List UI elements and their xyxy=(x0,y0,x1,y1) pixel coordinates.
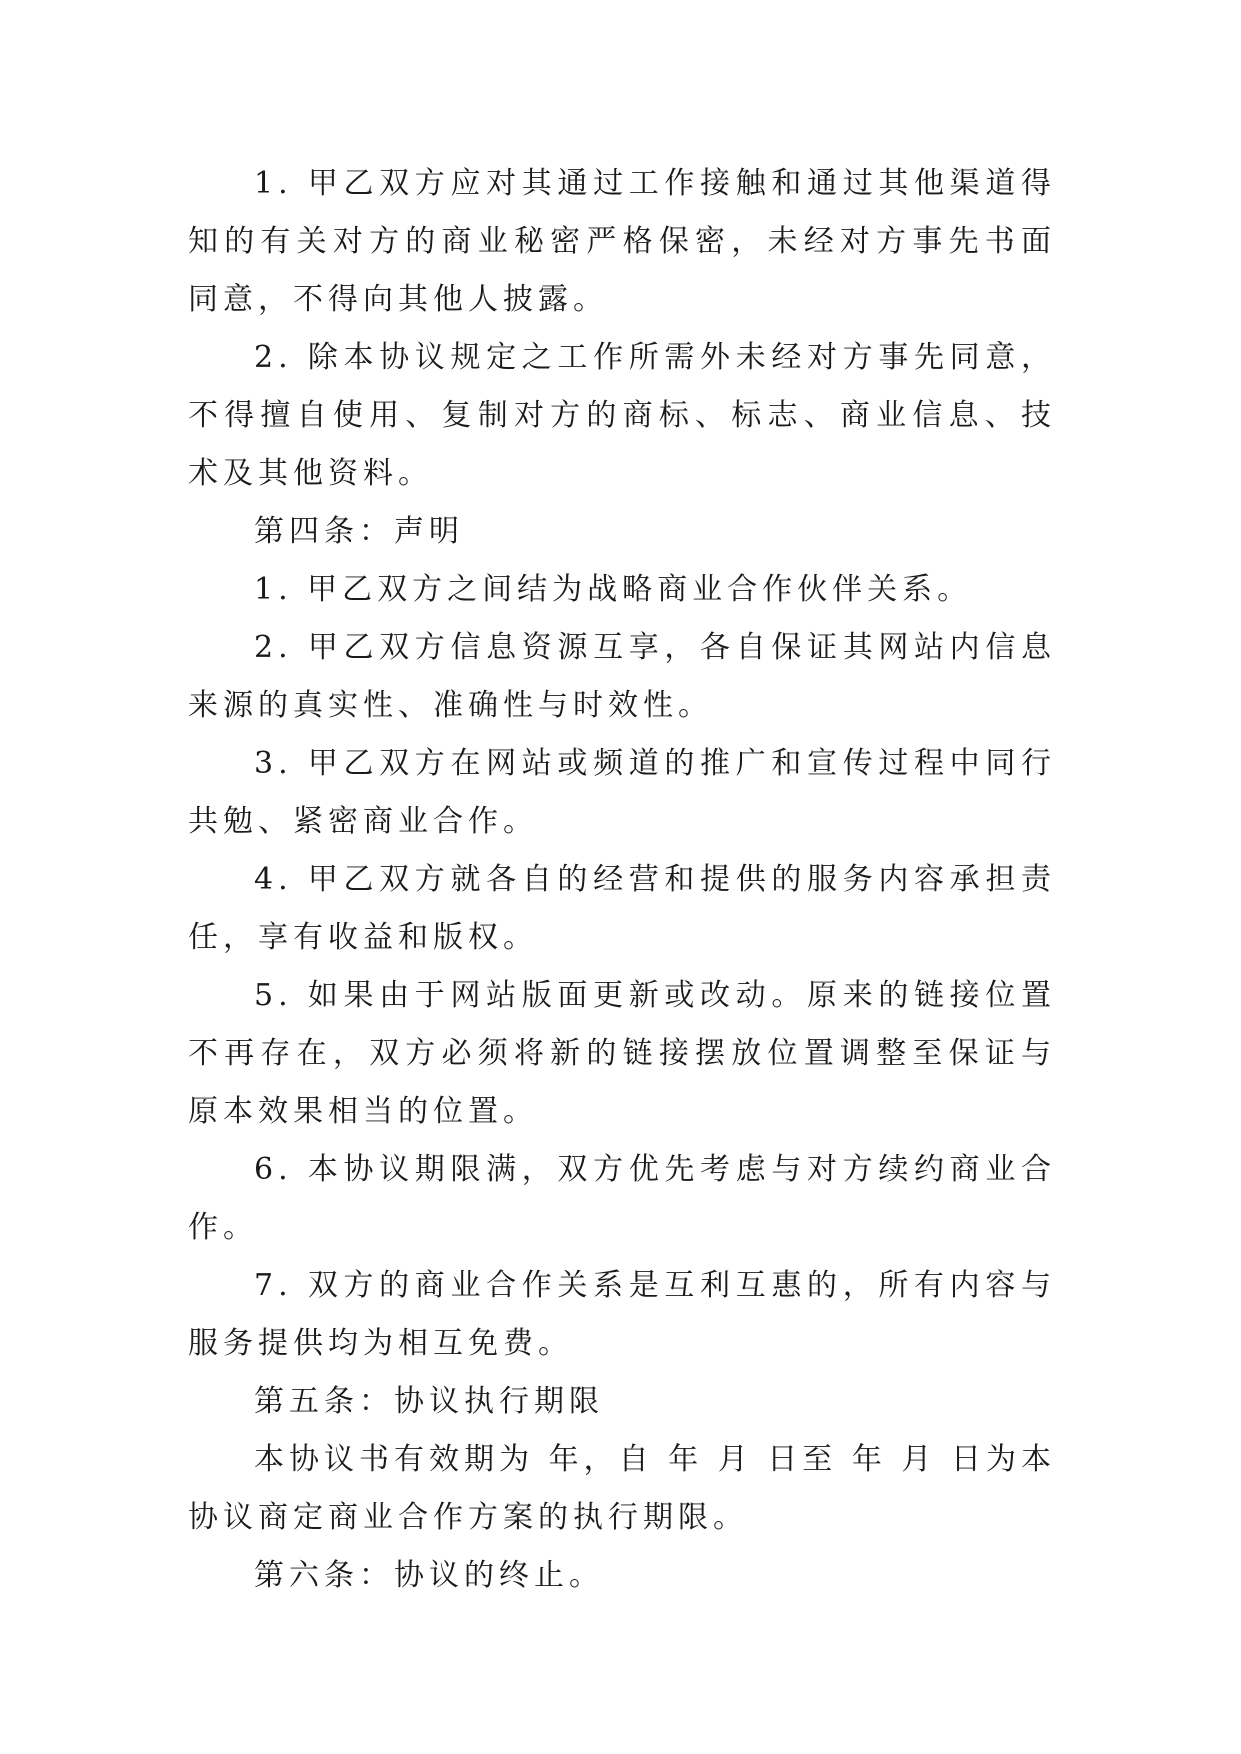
document-body xyxy=(188,155,1056,1605)
statement-clause-4: 4. 甲乙双方就各自的经营和提供的服务内容承担责任，享有收益和版权。 xyxy=(188,862,1056,955)
article-6-heading: 第六条：协议的终止。 xyxy=(254,1558,604,1593)
statement-clause-1: 1. 甲乙双方之间结为战略商业合作伙伴关系。 xyxy=(254,572,973,607)
article-5-heading: 第五条：协议执行期限 xyxy=(254,1384,604,1419)
statement-clause-7: 7. 双方的商业合作关系是互利互惠的，所有内容与服务提供均为相互免费。 xyxy=(188,1268,1056,1361)
article-4-heading: 第四条：声明 xyxy=(254,514,464,549)
statement-clause-3: 3. 甲乙双方在网站或频道的推广和宣传过程中同行共勉、紧密商业合作。 xyxy=(188,746,1056,839)
confidentiality-clause-2: 2. 除本协议规定之工作所需外未经对方事先同意，不得擅自使用、复制对方的商标、标志、商业信息、技术及其他资料。 xyxy=(188,340,1056,491)
term-clause: 本协议书有效期为 年，自 年 月 日至 年 月 日为本协议商定商业合作方案的执行期限。 xyxy=(188,1442,1056,1535)
statement-clause-6: 6. 本协议期限满，双方优先考虑与对方续约商业合作。 xyxy=(188,1152,1056,1245)
statement-clause-5: 5. 如果由于网站版面更新或改动。原来的链接位置不再存在，双方必须将新的链接摆放位置调整至保证与原本效果相当的位置。 xyxy=(188,978,1056,1129)
statement-clause-2: 2. 甲乙双方信息资源互享，各自保证其网站内信息来源的真实性、准确性与时效性。 xyxy=(188,630,1056,723)
confidentiality-clause-1: 1. 甲乙双方应对其通过工作接触和通过其他渠道得知的有关对方的商业秘密严格保密，未经对方事先书面同意，不得向其他人披露。 xyxy=(188,166,1056,317)
